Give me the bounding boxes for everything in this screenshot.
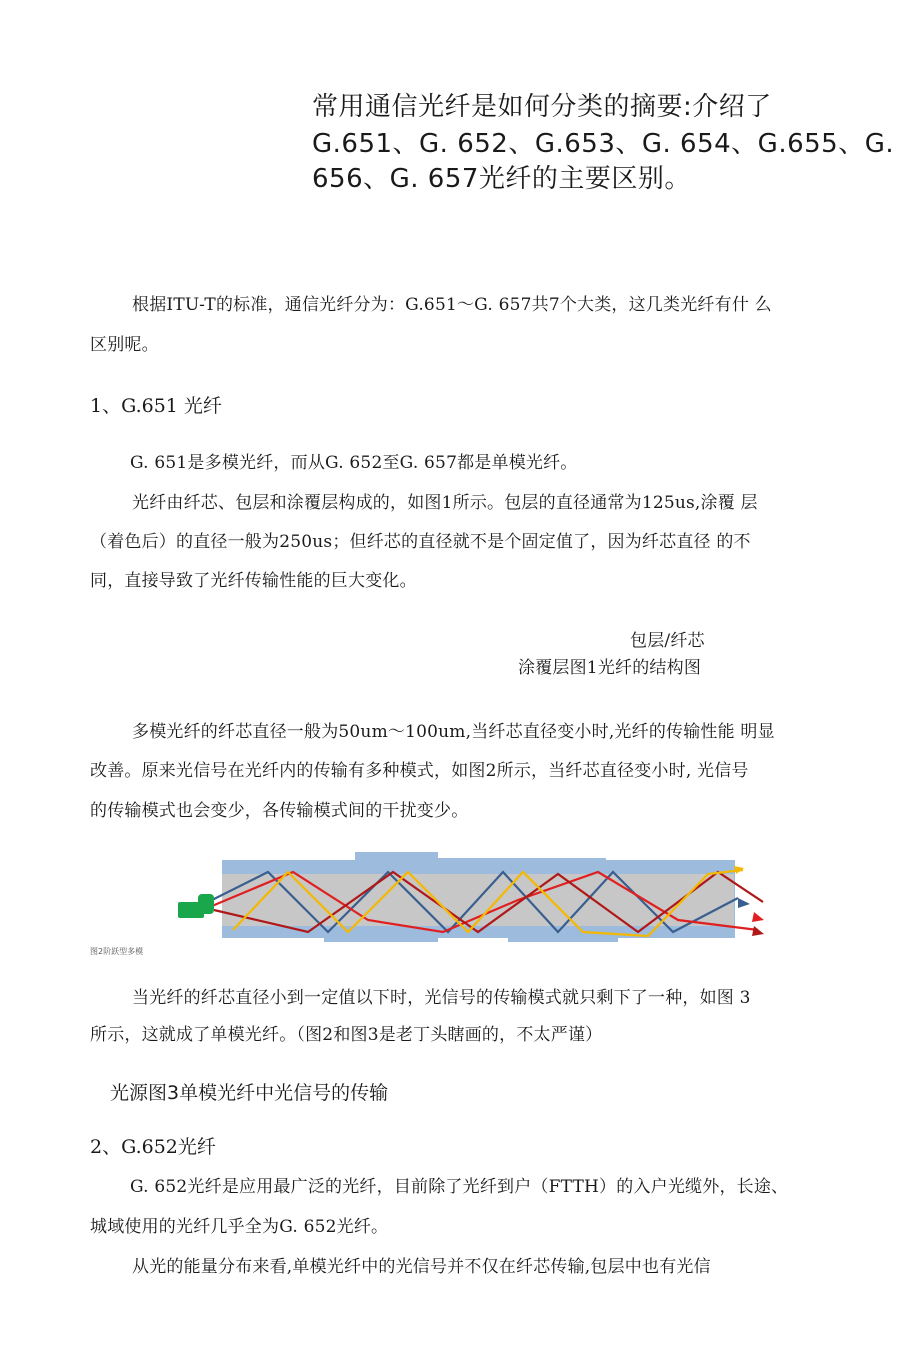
intro-line-1: 根据ITU-T的标准，通信光纤分为：G.651〜G. 657共7个大类，这几类光纤有什 么 bbox=[132, 295, 772, 315]
figure-1-caption: 涂覆层图1光纤的结构图 bbox=[518, 658, 702, 678]
document-title-line-2: G.651、G. 652、G.653、G. 654、G.655、G. bbox=[312, 129, 895, 159]
section-1-paragraph-3-line-3: 的传输模式也会变少，各传输模式间的干扰变少。 bbox=[90, 801, 469, 821]
section-2-paragraph-1-line-1: G. 652光纤是应用最广泛的光纤，目前除了光纤到户（FTTH）的入户光缆外，长途、 bbox=[130, 1177, 789, 1197]
arrow-blue-icon bbox=[738, 898, 750, 908]
arrow-dark-red-icon bbox=[752, 926, 764, 936]
arrow-red-icon bbox=[752, 912, 764, 922]
section-1-paragraph-4-line-1: 当光纤的纤芯直径小到一定值以下时，光信号的传输模式就只剩下了一种，如图 3 bbox=[132, 988, 751, 1008]
figure-3-caption: 光源图3单模光纤中光信号的传输 bbox=[110, 1082, 389, 1104]
section-1-paragraph-2-line-1: 光纤由纤芯、包层和涂覆层构成的，如图1所示。包层的直径通常为125us,涂覆 层 bbox=[132, 493, 758, 513]
figure-2-multimode-fiber-diagram bbox=[178, 850, 768, 946]
document-title-line-3: 656、G. 657光纤的主要区别。 bbox=[312, 164, 691, 194]
section-2-heading: 2、G.652光纤 bbox=[90, 1136, 216, 1158]
section-2-paragraph-1-line-2: 城域使用的光纤几乎全为G. 652光纤。 bbox=[90, 1217, 389, 1237]
document-title-line-1: 常用通信光纤是如何分类的摘要:介绍了 bbox=[312, 92, 772, 122]
figure-1-label-cladding-core: 包层/纤芯 bbox=[630, 631, 705, 651]
section-1-paragraph-2-line-3: 同，直接导致了光纤传输性能的巨大变化。 bbox=[90, 571, 417, 591]
section-1-paragraph-3-line-1: 多模光纤的纤芯直径一般为50um〜100um,当纤芯直径变小时,光纤的传输性能 明显 bbox=[132, 722, 775, 742]
figure-2-caption: 图2阶跃型多模 bbox=[90, 947, 144, 956]
section-1-heading: 1、G.651 光纤 bbox=[90, 395, 222, 417]
section-2-paragraph-2-line-1: 从光的能量分布来看,单模光纤中的光信号并不仅在纤芯传输,包层中也有光信 bbox=[132, 1257, 711, 1277]
section-1-paragraph-3-line-2: 改善。原来光信号在光纤内的传输有多种模式，如图2所示，当纤芯直径变小时, 光信号 bbox=[90, 761, 749, 781]
section-1-paragraph-2-line-2: （着色后）的直径一般为250us；但纤芯的直径就不是个固定值了，因为纤芯直径 的不 bbox=[90, 532, 751, 552]
section-1-paragraph-1: G. 651是多模光纤，而从G. 652至G. 657都是单模光纤。 bbox=[130, 453, 578, 473]
intro-line-2: 区别呢。 bbox=[90, 335, 159, 355]
section-1-paragraph-4-line-2: 所示，这就成了单模光纤。（图2和图3是老丁头瞎画的，不太严谨） bbox=[90, 1025, 603, 1045]
